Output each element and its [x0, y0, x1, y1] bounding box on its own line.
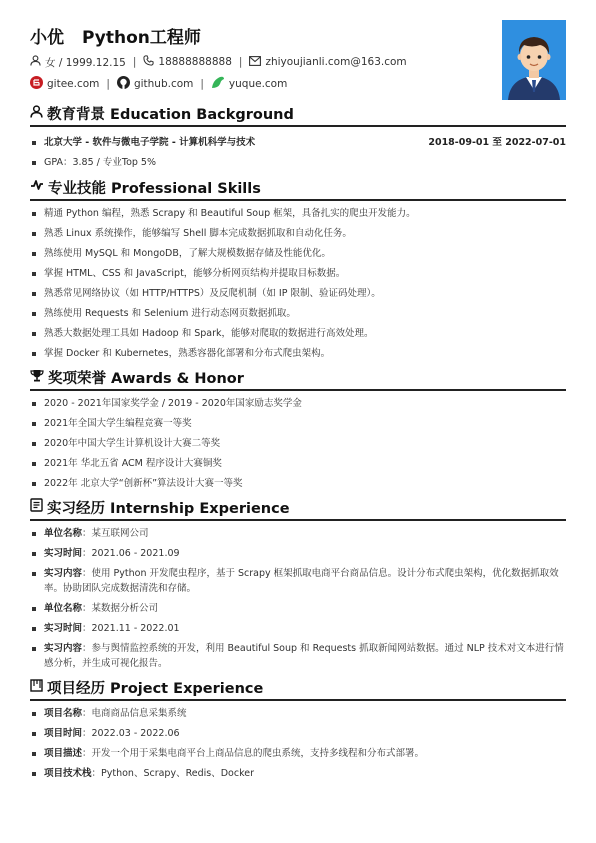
- item-key: 项目时间: [44, 728, 83, 739]
- section-project: [30, 676, 566, 781]
- section-title: 教育背景 Education Background: [47, 106, 294, 123]
- list-item: 2021年全国大学生编程竞赛一等奖: [30, 416, 566, 431]
- separator: |: [106, 78, 110, 90]
- list-item: GPA：3.85 / 专业Top 5%: [30, 155, 566, 170]
- separator: |: [132, 56, 137, 68]
- item-value: ：Python、Scrapy、Redis、Docker: [91, 768, 254, 779]
- github-link[interactable]: github.com: [133, 78, 194, 90]
- awards-list: [30, 396, 566, 491]
- item-key: 实习时间: [44, 623, 83, 634]
- section-internship: [30, 496, 566, 671]
- list-item: [30, 526, 566, 541]
- separator: |: [238, 56, 243, 68]
- section-title: 实习经历 Internship Experience: [47, 500, 290, 517]
- item-value: ：开发一个用于采集电商平台上商品信息的爬虫系统，支持多线程和分布式部署。: [82, 748, 425, 759]
- pulse-icon: [30, 179, 44, 195]
- item-key: 项目描述: [44, 748, 83, 759]
- item-value: ：2021.11 - 2022.01: [82, 623, 180, 634]
- list-item: 熟悉常见网络协议（如 HTTP/HTTPS）及反爬机制（如 IP 限制、验证码处理）。: [30, 286, 566, 301]
- section-education: [30, 102, 566, 170]
- item-key: 单位名称: [44, 528, 83, 539]
- item-value: ：某互联网公司: [82, 528, 149, 539]
- list-item: 掌握 Docker 和 Kubernetes，熟悉容器化部署和分布式爬虫架构。: [30, 346, 566, 361]
- section-heading: [30, 176, 566, 201]
- item-key: 实习时间: [44, 548, 83, 559]
- yuque-icon: [211, 76, 225, 92]
- item-key: 单位名称: [44, 603, 83, 614]
- list-item: [30, 621, 566, 636]
- document-icon: [30, 498, 43, 516]
- list-item: [30, 546, 566, 561]
- avatar-illustration: [502, 20, 566, 100]
- education-list: [30, 135, 566, 170]
- list-item: [30, 135, 566, 151]
- school-name: 北京大学 - 软件与微电子学院 - 计算机科学与技术: [44, 137, 256, 148]
- project-list: [30, 706, 566, 781]
- resume-page: [30, 20, 566, 786]
- job-title: Python工程师: [82, 27, 201, 48]
- list-item: [30, 566, 566, 596]
- section-title: 项目经历 Project Experience: [47, 680, 264, 697]
- section-heading: [30, 496, 566, 521]
- list-item: 掌握 HTML、CSS 和 JavaScript，能够分析网页结构并提取目标数据。: [30, 266, 566, 281]
- github-icon: [117, 76, 130, 92]
- phone-icon: [143, 55, 154, 69]
- section-heading: [30, 366, 566, 391]
- contact-row: [30, 52, 566, 72]
- internship-list: [30, 526, 566, 671]
- section-title: 奖项荣誉 Awards & Honor: [48, 370, 244, 387]
- education-period: 2018-09-01 至 2022-07-01: [428, 137, 566, 148]
- list-item: [30, 706, 566, 721]
- yuque-link[interactable]: yuque.com: [228, 78, 288, 90]
- item-key: 项目名称: [44, 708, 83, 719]
- item-key: 实习内容: [44, 568, 83, 579]
- phone-number[interactable]: 18888888888: [158, 56, 232, 68]
- separator: |: [200, 78, 204, 90]
- mail-icon: [249, 56, 261, 69]
- section-skills: [30, 176, 566, 361]
- list-item: 2021年 华北五省 ACM 程序设计大赛铜奖: [30, 456, 566, 471]
- candidate-name: 小优: [30, 27, 64, 48]
- list-item: 熟练使用 MySQL 和 MongoDB，了解大规模数据存储及性能优化。: [30, 246, 566, 261]
- section-awards: [30, 366, 566, 491]
- links-row: [30, 74, 566, 94]
- list-item: [30, 766, 566, 781]
- list-item: 2020 - 2021年国家奖学金 / 2019 - 2020年国家励志奖学金: [30, 396, 566, 411]
- list-item: [30, 601, 566, 616]
- gitee-icon: [30, 76, 43, 92]
- section-heading: [30, 102, 566, 127]
- email-address[interactable]: zhiyoujianli.com@163.com: [265, 56, 407, 68]
- project-icon: [30, 679, 43, 696]
- item-value: ：2021.06 - 2021.09: [82, 548, 180, 559]
- item-key: 实习内容: [44, 643, 83, 654]
- item-value: ：参与舆情监控系统的开发，利用 Beautiful Soup 和 Requests 抓取新闻网站数据。通过 NLP 技术对文本进行情感分析，并生成可视化报告。: [44, 643, 564, 669]
- list-item: 熟悉 Linux 系统操作，能够编写 Shell 脚本完成数据抓取和自动化任务。: [30, 226, 566, 241]
- list-item: 2022年 北京大学“创新杯”算法设计大赛一等奖: [30, 476, 566, 491]
- person-icon: [30, 105, 43, 122]
- item-value: ：使用 Python 开发爬虫程序，基于 Scrapy 框架抓取电商平台商品信息。设计分布式爬虫架构，优化数据抓取效率。协助团队完成数据清洗和存储。: [44, 568, 559, 594]
- list-item: 精通 Python 编程，熟悉 Scrapy 和 Beautiful Soup 框架，具备扎实的爬虫开发能力。: [30, 206, 566, 221]
- header-name-row: [30, 20, 566, 50]
- list-item: 熟悉大数据处理工具如 Hadoop 和 Spark，能够对爬取的数据进行高效处理。: [30, 326, 566, 341]
- person-icon: [30, 55, 41, 69]
- gender-birth: 女 / 1999.12.15: [45, 56, 126, 69]
- item-value: ：2022.03 - 2022.06: [82, 728, 180, 739]
- section-heading: [30, 676, 566, 701]
- list-item: 熟练使用 Requests 和 Selenium 进行动态网页数据抓取。: [30, 306, 566, 321]
- gitee-link[interactable]: gitee.com: [47, 78, 100, 90]
- list-item: [30, 641, 566, 671]
- list-item: [30, 746, 566, 761]
- trophy-icon: [30, 369, 44, 386]
- list-item: [30, 726, 566, 741]
- item-key: 项目技术栈: [44, 768, 92, 779]
- skills-list: [30, 206, 566, 361]
- avatar: [502, 20, 566, 100]
- item-value: ：某数据分析公司: [82, 603, 159, 614]
- list-item: 2020年中国大学生计算机设计大赛二等奖: [30, 436, 566, 451]
- item-value: ：电商商品信息采集系统: [82, 708, 187, 719]
- section-title: 专业技能 Professional Skills: [48, 180, 261, 197]
